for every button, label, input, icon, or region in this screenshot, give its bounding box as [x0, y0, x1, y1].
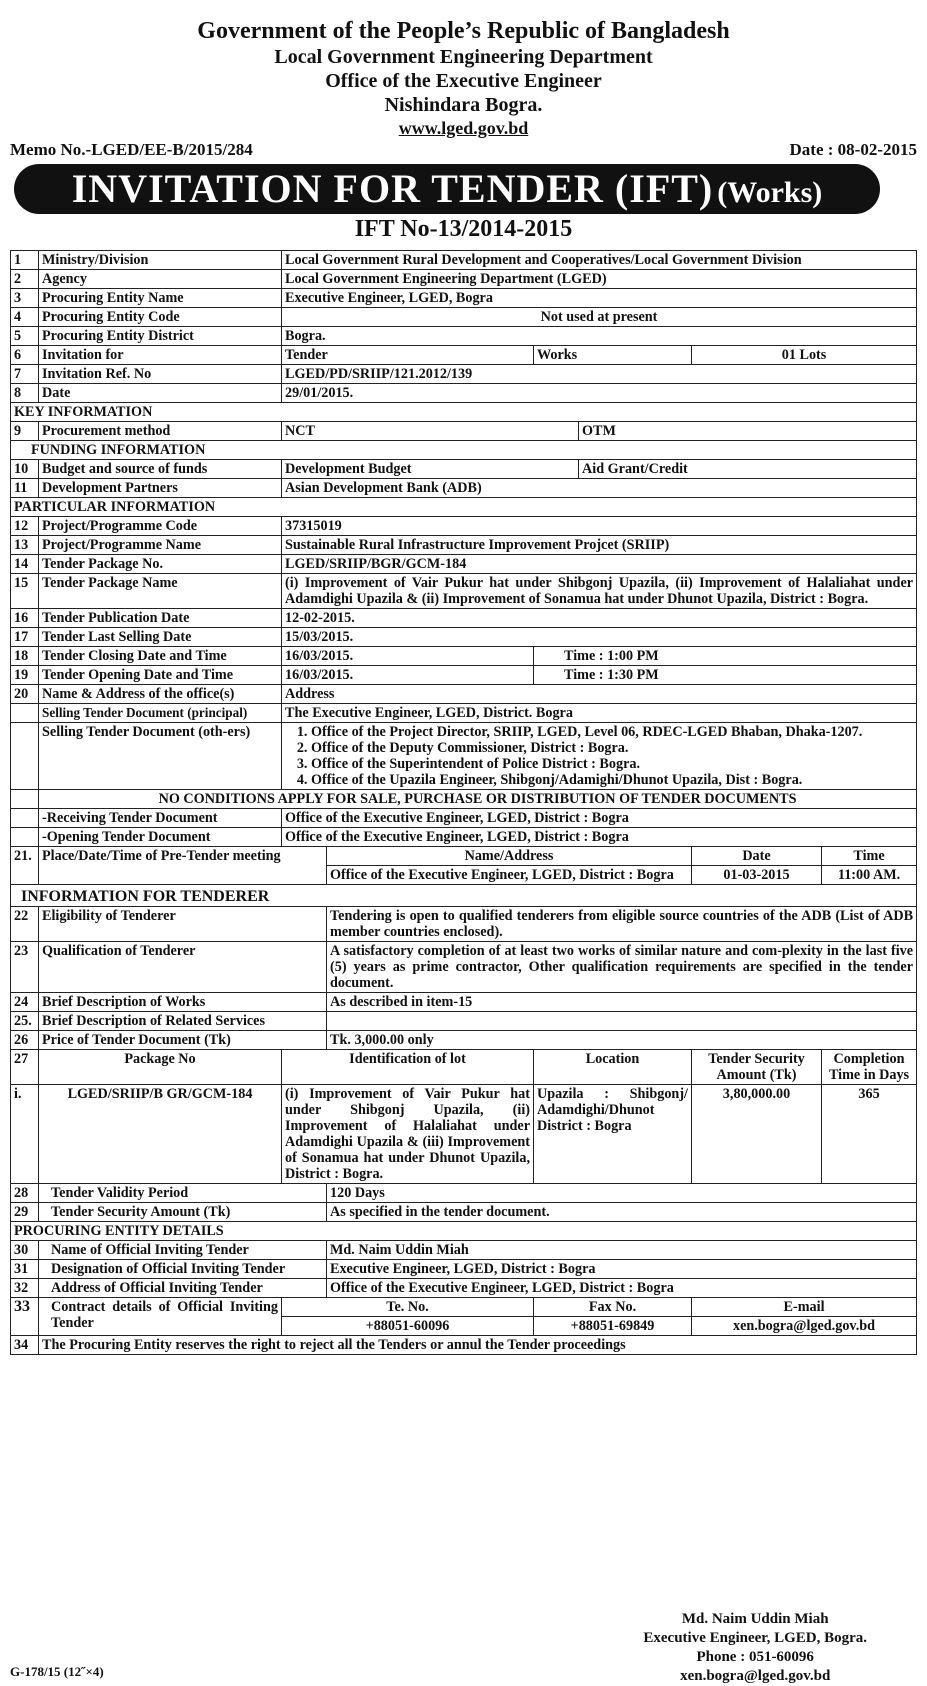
table-row [11, 251, 917, 270]
package-number: LGED/SRIIP/B GR/GCM-184 [39, 1085, 282, 1184]
row-label: Brief Description of Related Services [39, 1012, 327, 1031]
table-row [11, 422, 917, 441]
row-label: -Receiving Tender Document [39, 809, 282, 828]
ift-banner [14, 164, 880, 214]
section-heading: PARTICULAR INFORMATION [11, 498, 917, 517]
row-label: Price of Tender Document (Tk) [39, 1031, 327, 1050]
lot-location: Upazila : Shibgonj/ Adamdighi/Dhunot District : Bogra [534, 1085, 692, 1184]
row-number: 26 [11, 1031, 39, 1050]
row-value: OTM [579, 422, 917, 441]
row-value [327, 1012, 917, 1031]
table-row [11, 1050, 917, 1085]
table-row [11, 1336, 917, 1355]
row-label: Procurement method [39, 422, 282, 441]
table-row [11, 647, 917, 666]
tender-security: 3,80,000.00 [692, 1085, 822, 1184]
row-number: 16 [11, 609, 39, 628]
row-value: NCT [282, 422, 579, 441]
notice-row [11, 790, 917, 809]
row-value: LGED/PD/SRIIP/121.2012/139 [282, 365, 917, 384]
table-row [11, 1279, 917, 1298]
table-row [11, 555, 917, 574]
row-number: 1 [11, 251, 39, 270]
table-row [11, 907, 917, 942]
row-number: 33 [11, 1298, 39, 1336]
row-label: Tender Validity Period [39, 1184, 327, 1203]
office-title: Office of the Executive Engineer [325, 70, 602, 92]
row-value: Time : 1:00 PM [534, 647, 917, 666]
row-number: 23 [11, 942, 39, 993]
column-header: Fax No. [534, 1298, 692, 1317]
column-header: Package No [39, 1050, 282, 1085]
signatory-name: Md. Naim Uddin Miah [681, 1611, 829, 1627]
table-row [11, 704, 917, 723]
row-value: 12-02-2015. [282, 609, 917, 628]
row-label: Procuring Entity Code [39, 308, 282, 327]
signatory-email[interactable]: xen.bogra@lged.gov.bd [680, 1668, 831, 1684]
row-number: 17 [11, 628, 39, 647]
table-row [11, 666, 917, 685]
table-row [11, 460, 917, 479]
memo-number: Memo No.-LGED/EE-B/2015/284 [10, 140, 253, 159]
table-row [11, 346, 917, 365]
row-number: 32 [11, 1279, 39, 1298]
row-label: Agency [39, 270, 282, 289]
row-number: 7 [11, 365, 39, 384]
row-label: Date [39, 384, 282, 403]
row-value: Aid Grant/Credit [579, 460, 917, 479]
row-value: Not used at present [282, 308, 917, 327]
row-value: The Executive Engineer, LGED, District. Bogra [282, 704, 917, 723]
row-number: 24 [11, 993, 39, 1012]
table-row [11, 847, 917, 866]
website-link[interactable]: www.lged.gov.bd [398, 118, 529, 138]
row-number: 19 [11, 666, 39, 685]
row-value: Md. Naim Uddin Miah [327, 1241, 917, 1260]
row-number: 5 [11, 327, 39, 346]
table-row [11, 479, 917, 498]
column-header: Location [534, 1050, 692, 1085]
row-value: 37315019 [282, 517, 917, 536]
list-item: 3. Office of the Superintendent of Police District : Bogra. [311, 756, 913, 772]
row-label: Project/Programme Name [39, 536, 282, 555]
row-label: Ministry/Division [39, 251, 282, 270]
row-value: 29/01/2015. [282, 384, 917, 403]
row-label: Name & Address of the office(s) [39, 685, 282, 704]
row-value: Executive Engineer, LGED, District : Bogra [327, 1260, 917, 1279]
table-row [11, 1260, 917, 1279]
table-row [11, 809, 917, 828]
column-header: Date [692, 847, 822, 866]
row-value: 15/03/2015. [282, 628, 917, 647]
completion-days: 365 [822, 1085, 917, 1184]
column-header: Time [822, 847, 917, 866]
row-label: -Opening Tender Document [39, 828, 282, 847]
list-item: 1. Office of the Project Director, SRIIP, LGED, Level 06, RDEC-LGED Bhaban, Dhaka-1207. [311, 724, 913, 740]
section-heading: INFORMATION FOR TENDERER [11, 885, 917, 907]
row-value: 16/03/2015. [282, 647, 534, 666]
table-row [11, 1012, 917, 1031]
government-title: Government of the People’s Republic of Bangladesh [197, 18, 730, 44]
row-label: Tender Last Selling Date [39, 628, 282, 647]
row-label: Tender Package Name [39, 574, 282, 609]
row-label: Procuring Entity District [39, 327, 282, 346]
row-label: Contract details of Official Inviting Tender [39, 1298, 282, 1336]
row-value: Bogra. [282, 327, 917, 346]
banner-title: INVITATION FOR TENDER (IFT) [71, 166, 714, 211]
table-row [11, 574, 917, 609]
row-value: Office of the Executive Engineer, LGED, District : Bogra [327, 866, 692, 885]
row-label: Project/Programme Code [39, 517, 282, 536]
lot-identification: (i) Improvement of Vair Pukur hat under Shibgonj Upazila, (ii) Improvement of Halaliahat under Adamdighi Upazila & (iii) Improvement of Sonamua hat under Dhunot Upazila, District : Bogra. [282, 1085, 534, 1184]
tender-table [10, 250, 917, 1355]
table-row [11, 628, 917, 647]
row-number: 30 [11, 1241, 39, 1260]
signatory-phone: Phone : 051-60096 [696, 1649, 814, 1665]
row-label: Tender Closing Date and Time [39, 647, 282, 666]
row-number: 9 [11, 422, 39, 441]
row-number: 11 [11, 479, 39, 498]
row-number: 8 [11, 384, 39, 403]
table-row [11, 289, 917, 308]
row-value: Tk. 3,000.00 only [327, 1031, 917, 1050]
row-value: Local Government Rural Development and Cooperatives/Local Government Division [282, 251, 917, 270]
row-value: Address [282, 685, 917, 704]
telephone-number: +88051-60096 [282, 1317, 534, 1336]
table-row [11, 942, 917, 993]
row-number: 22 [11, 907, 39, 942]
row-number: 14 [11, 555, 39, 574]
row-value: 16/03/2015. [282, 666, 534, 685]
row-value: Office of the Executive Engineer, LGED, District : Bogra [282, 828, 917, 847]
row-number: 6 [11, 346, 39, 365]
table-row [11, 828, 917, 847]
row-value: A satisfactory completion of at least two works of similar nature and com-plexity in the last five (5) years as prime contractor, Other qualification requirements are specified in the tender document. [327, 942, 917, 993]
row-value: Sustainable Rural Infrastructure Improvement Projcet (SRIIP) [282, 536, 917, 555]
row-label: Development Partners [39, 479, 282, 498]
banner-subtitle: (Works) [717, 176, 823, 209]
list-item: 2. Office of the Deputy Commissioner, District : Bogra. [311, 740, 913, 756]
row-label: Procuring Entity Name [39, 289, 282, 308]
department-title: Local Government Engineering Department [274, 46, 653, 68]
row-label: Eligibility of Tenderer [39, 907, 327, 942]
ift-number: IFT No-13/2014-2015 [354, 216, 573, 242]
row-number: 4 [11, 308, 39, 327]
table-row [11, 1203, 917, 1222]
row-number: 31 [11, 1260, 39, 1279]
row-number: i. [11, 1085, 39, 1184]
row-number: 21. [11, 847, 39, 885]
table-row [11, 517, 917, 536]
row-value: 11:00 AM. [822, 866, 917, 885]
signatory-designation: Executive Engineer, LGED, Bogra. [643, 1630, 867, 1646]
table-row [11, 270, 917, 289]
section-heading: KEY INFORMATION [11, 403, 917, 422]
column-header: Tender Security Amount (Tk) [692, 1050, 822, 1085]
table-row [11, 308, 917, 327]
section-heading: FUNDING INFORMATION [11, 441, 917, 460]
row-value: LGED/SRIIP/BGR/GCM-184 [282, 555, 917, 574]
print-code: G-178/15 (12˝×4) [10, 1664, 104, 1679]
row-label: Tender Opening Date and Time [39, 666, 282, 685]
table-row [11, 1241, 917, 1260]
row-label: Tender Package No. [39, 555, 282, 574]
row-label: Name of Official Inviting Tender [39, 1241, 327, 1260]
table-row [11, 685, 917, 704]
row-value: 120 Days [327, 1184, 917, 1203]
office-location: Nishindara Bogra. [384, 94, 543, 116]
row-number: 28 [11, 1184, 39, 1203]
table-row [11, 609, 917, 628]
row-number: 34 [11, 1336, 39, 1355]
column-header: Te. No. [282, 1298, 534, 1317]
column-header: E-mail [692, 1298, 917, 1317]
row-number: 25. [11, 1012, 39, 1031]
row-value: Tender [282, 346, 534, 365]
table-row [11, 723, 917, 790]
row-number: 13 [11, 536, 39, 555]
table-row [11, 1298, 917, 1317]
column-header: Name/Address [327, 847, 692, 866]
row-label: Address of Official Inviting Tender [39, 1279, 327, 1298]
table-row [11, 384, 917, 403]
selling-offices-list [282, 723, 917, 790]
table-row [11, 1085, 917, 1184]
row-number: 18 [11, 647, 39, 666]
section-heading: PROCURING ENTITY DETAILS [11, 1222, 917, 1241]
row-value: As specified in the tender document. [327, 1203, 917, 1222]
row-label: Tender Publication Date [39, 609, 282, 628]
table-row [11, 993, 917, 1012]
row-label: Brief Description of Works [39, 993, 327, 1012]
memo-date: Date : 08-02-2015 [789, 140, 917, 159]
table-row [11, 365, 917, 384]
table-row [11, 1031, 917, 1050]
row-value: (i) Improvement of Vair Pukur hat under Shibgonj Upazila, (ii) Improvement of Halaliahat under Adamdighi Upazila & (ii) Improvement of Sonamua hat under Dhunot Upazila, District : Bogra. [282, 574, 917, 609]
column-header: Identification of lot [282, 1050, 534, 1085]
email-address[interactable]: xen.bogra@lged.gov.bd [692, 1317, 917, 1336]
row-label: Designation of Official Inviting Tender [39, 1260, 327, 1279]
row-label: Invitation for [39, 346, 282, 365]
no-conditions-notice: NO CONDITIONS APPLY FOR SALE, PURCHASE OR DISTRIBUTION OF TENDER DOCUMENTS [39, 790, 917, 809]
row-value: As described in item-15 [327, 993, 917, 1012]
row-value: 01-03-2015 [692, 866, 822, 885]
row-label: Invitation Ref. No [39, 365, 282, 384]
row-value: Office of the Executive Engineer, LGED, District : Bogra [327, 1279, 917, 1298]
row-value: Local Government Engineering Department (LGED) [282, 270, 917, 289]
row-label: Selling Tender Document (oth-ers) [39, 723, 282, 790]
row-number: 10 [11, 460, 39, 479]
list-item: 4. Office of the Upazila Engineer, Shibgonj/Adamighi/Dhunot Upazila, Dist : Bogra. [311, 772, 913, 788]
row-value: Works [534, 346, 692, 365]
signature-block [643, 1610, 867, 1686]
row-number: 12 [11, 517, 39, 536]
table-row [11, 536, 917, 555]
table-row [11, 1184, 917, 1203]
column-header: Completion Time in Days [822, 1050, 917, 1085]
row-value: Asian Development Bank (ADB) [282, 479, 917, 498]
row-value: 01 Lots [692, 346, 917, 365]
row-value: Office of the Executive Engineer, LGED, District : Bogra [282, 809, 917, 828]
row-number: 2 [11, 270, 39, 289]
row-number: 29 [11, 1203, 39, 1222]
row-value: Executive Engineer, LGED, Bogra [282, 289, 917, 308]
row-label: Tender Security Amount (Tk) [39, 1203, 327, 1222]
fax-number: +88051-69849 [534, 1317, 692, 1336]
row-value: Tendering is open to qualified tenderers from eligible source countries of the ADB (List of ADB member countries enclosed). [327, 907, 917, 942]
row-label: Budget and source of funds [39, 460, 282, 479]
row-number: 15 [11, 574, 39, 609]
row-number: 20 [11, 685, 39, 704]
row-value: The Procuring Entity reserves the right to reject all the Tenders or annul the Tender proceedings [39, 1336, 917, 1355]
row-label: Place/Date/Time of Pre-Tender meeting [39, 847, 327, 885]
row-number: 3 [11, 289, 39, 308]
row-label: Qualification of Tenderer [39, 942, 327, 993]
row-value: Development Budget [282, 460, 579, 479]
row-label: Selling Tender Document (principal) [39, 704, 282, 723]
row-value: Time : 1:30 PM [534, 666, 917, 685]
table-row [11, 327, 917, 346]
row-number: 27 [11, 1050, 39, 1085]
